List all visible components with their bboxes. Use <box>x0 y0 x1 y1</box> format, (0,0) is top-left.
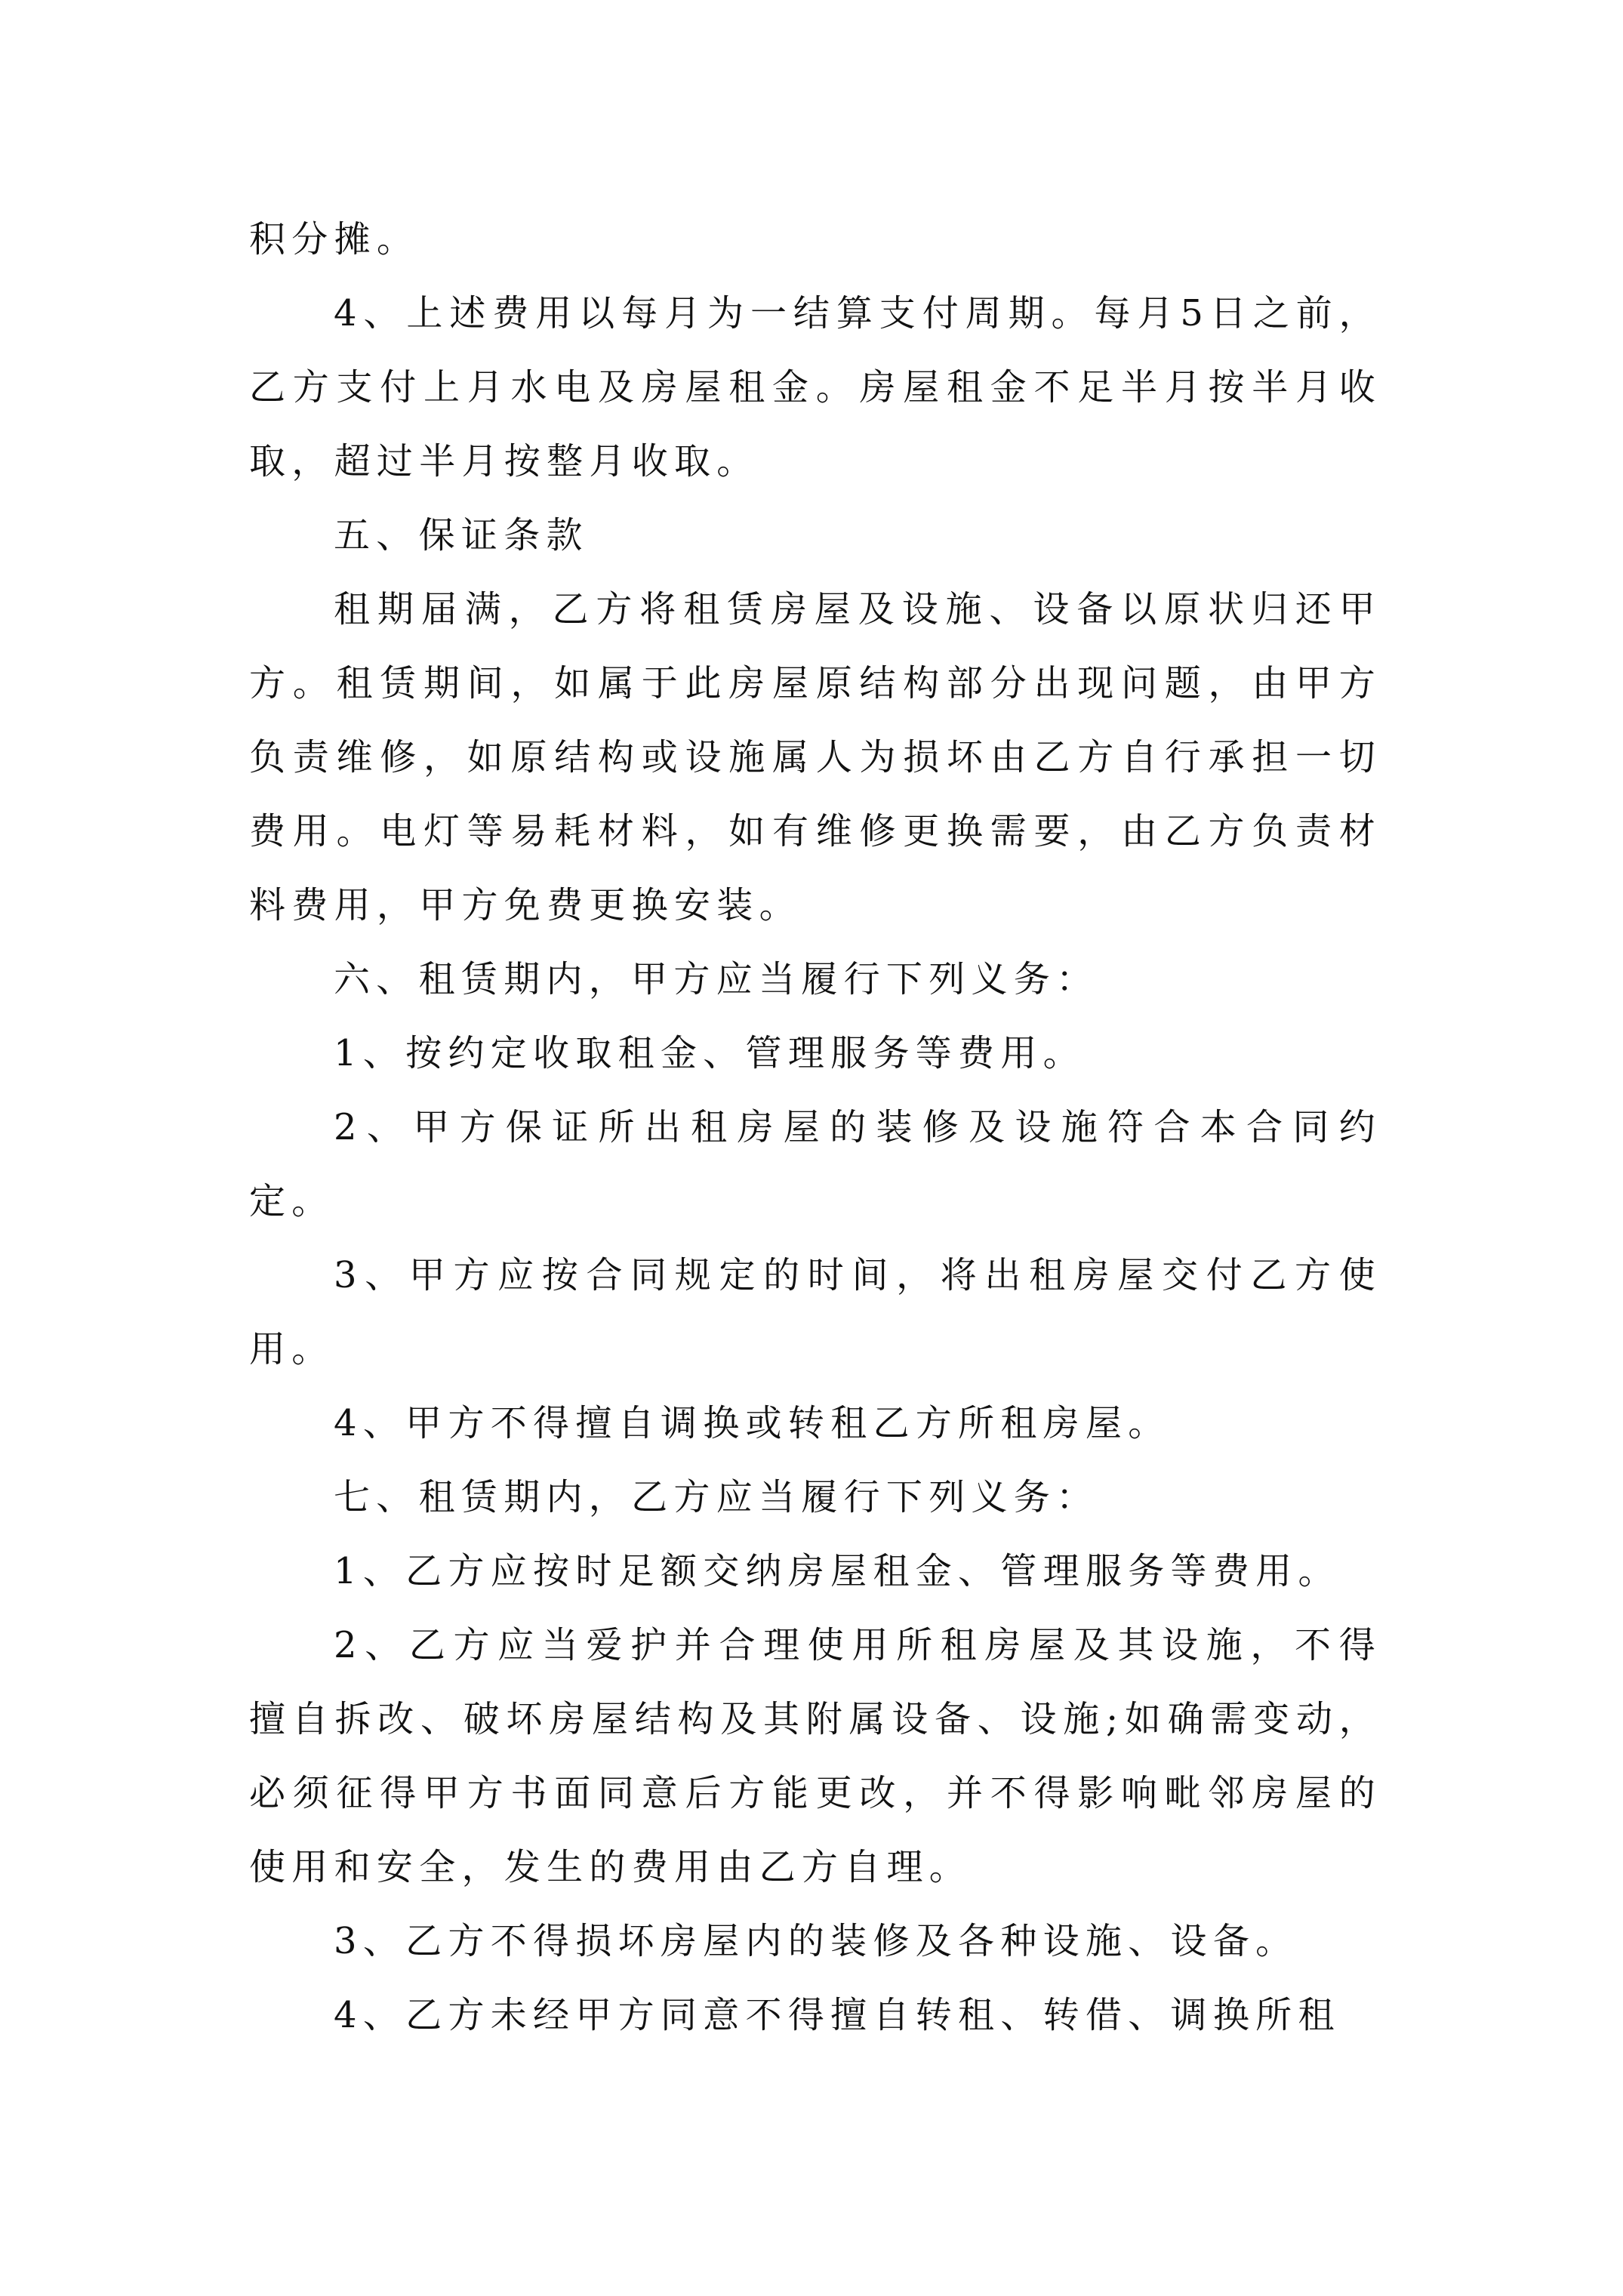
lessor-obligation-1: 1、按约定收取租金、管理服务等费用。 <box>334 1032 1086 1074</box>
paragraph-area-allocation-end: 积分摊。 <box>249 218 420 260</box>
paragraph-guarantee-terms: 租期届满，乙方将租赁房屋及设施、设备以原状归还甲方。租赁期间，如属于此房屋原结构部分出现问题，由甲方负责维修，如原结构或设施属人为损坏由乙方自行承担一切费用。电灯等易耗材料，如有维修更换需要，由乙方负责材料费用，甲方免费更换安装。 <box>249 588 1381 926</box>
section-heading-lessee-obligations: 七、租赁期内，乙方应当履行下列义务： <box>334 1476 1099 1518</box>
lessor-obligation-4: 4、甲方不得擅自调换或转租乙方所租房屋。 <box>334 1402 1171 1444</box>
section-heading-guarantee: 五、保证条款 <box>334 514 589 556</box>
lessor-obligation-2: 2、甲方保证所出租房屋的装修及设施符合本合同约定。 <box>249 1106 1381 1222</box>
lessee-obligation-2: 2、乙方应当爱护并合理使用所租房屋及其设施，不得擅自拆改、破坏房屋结构及其附属设备、设施;如确需变动，必须征得甲方书面同意后方能更改，并不得影响毗邻房屋的使用和安全，发生的费用由乙方自理。 <box>249 1624 1381 1888</box>
document-body <box>249 202 1381 2052</box>
lessee-obligation-4: 4、乙方未经甲方同意不得擅自转租、转借、调换所租 <box>334 1994 1341 2036</box>
lessee-obligation-1: 1、乙方应按时足额交纳房屋租金、管理服务等费用。 <box>334 1550 1341 1592</box>
paragraph-payment-cycle: 4、上述费用以每月为一结算支付周期。每月5日之前，乙方支付上月水电及房屋租金。房屋租金不足半月按半月收取，超过半月按整月收取。 <box>249 292 1381 482</box>
section-heading-lessor-obligations: 六、租赁期内，甲方应当履行下列义务： <box>334 958 1099 1000</box>
lessor-obligation-3: 3、甲方应按合同规定的时间，将出租房屋交付乙方使用。 <box>249 1254 1381 1370</box>
lessee-obligation-3: 3、乙方不得损坏房屋内的装修及各种设施、设备。 <box>334 1920 1298 1962</box>
